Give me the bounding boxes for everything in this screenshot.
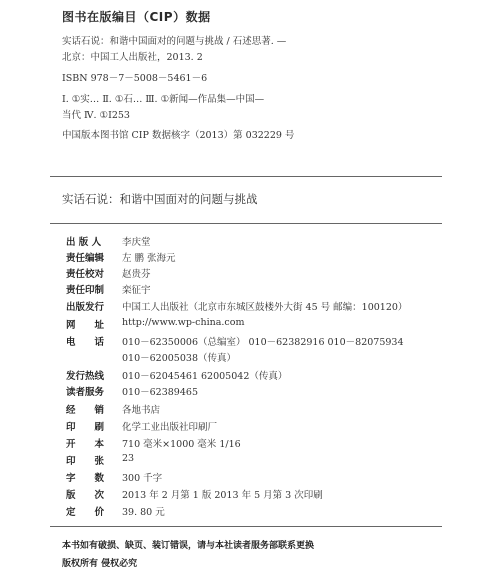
- divider-middle: [50, 223, 442, 224]
- detail-value: 2013 年 2 月第 1 版 2013 年 5 月第 3 次印刷: [122, 490, 323, 501]
- detail-label: 网 址: [66, 320, 105, 331]
- detail-label: 印 张: [66, 456, 105, 467]
- detail-value: 李庆堂: [122, 237, 151, 248]
- detail-value: 010－62350006（总编室） 010－62382916 010－82075934: [122, 337, 404, 348]
- detail-value: 010－62045461 62005042（传真）: [122, 371, 288, 382]
- detail-value: 左 鹏 张海元: [122, 253, 176, 264]
- detail-label: 出版发行: [66, 302, 105, 313]
- detail-value: 各地书店: [122, 405, 161, 416]
- detail-value: 010－62005038（传真）: [122, 353, 236, 364]
- detail-label: 印 刷: [66, 422, 105, 433]
- detail-label: 版 次: [66, 490, 105, 501]
- detail-label: 字 数: [66, 473, 105, 484]
- detail-value: 赵贵芬: [122, 269, 151, 280]
- detail-value: 中国工人出版社（北京市东城区鼓楼外大街 45 号 邮编：100120）: [122, 302, 408, 313]
- detail-label: 出 版 人: [66, 237, 102, 248]
- detail-label: 电 话: [66, 337, 105, 348]
- detail-value: 23: [122, 453, 135, 464]
- cip-line-catalog-number: 中国版本图书馆 CIP 数据核字（2013）第 032229 号: [62, 130, 295, 141]
- cip-line-classification: Ⅰ. ①实… Ⅱ. ①石… Ⅲ. ①新闻—作品集—中国—: [62, 94, 265, 105]
- detail-value: 栾征宇: [122, 285, 151, 296]
- detail-label: 责任编辑: [66, 253, 105, 264]
- cip-line-title: 实话石说：和谐中国面对的问题与挑战 / 石述思著. —: [62, 36, 287, 47]
- divider-top: [50, 176, 442, 177]
- book-title: 实话石说：和谐中国面对的问题与挑战: [62, 192, 258, 206]
- footer-notice: 本书如有破损、缺页、装订错误，请与本社读者服务部联系更换: [62, 541, 315, 551]
- detail-value: 化学工业出版社印刷厂: [122, 422, 218, 433]
- detail-label: 开 本: [66, 439, 105, 450]
- cip-line-classification-cont: 当代 Ⅳ. ①I253: [62, 110, 130, 121]
- detail-value: 39. 80 元: [122, 507, 165, 518]
- detail-label: 责任校对: [66, 269, 105, 280]
- detail-label: 读者服务: [66, 387, 105, 398]
- cip-line-isbn: ISBN 978－7－5008－5461－6: [62, 73, 208, 84]
- cip-heading: 图书在版编目（CIP）数据: [62, 10, 211, 24]
- footer-copyright: 版权所有 侵权必究: [62, 559, 138, 569]
- detail-value: 300 千字: [122, 473, 163, 484]
- detail-value: 010－62389465: [122, 387, 198, 398]
- detail-label: 定 价: [66, 507, 105, 518]
- detail-value: 710 毫米×1000 毫米 1/16: [122, 439, 241, 450]
- detail-label: 责任印制: [66, 285, 105, 296]
- divider-bottom: [50, 526, 442, 527]
- cip-line-publisher: 北京：中国工人出版社，2013. 2: [62, 52, 203, 63]
- website-link[interactable]: http://www.wp-china.com: [122, 317, 245, 328]
- detail-label: 发行热线: [66, 371, 105, 382]
- detail-label: 经 销: [66, 405, 105, 416]
